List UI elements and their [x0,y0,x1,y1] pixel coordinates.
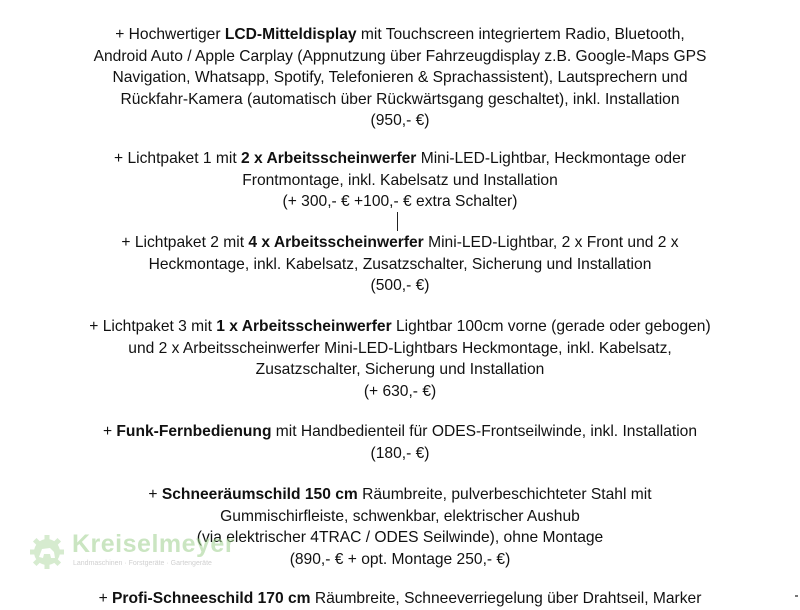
option-line: Gummischirfleiste, schwenkbar, elektrischer Aushub [220,507,580,525]
option-name: Funk-Fernbedienung [116,423,272,440]
option-line [0,316,800,338]
text: + Lichtpaket 1 mit [114,150,242,167]
option-line: (via elektrischer 4TRAC / ODES Seilwinde), ohne Montage [196,529,604,546]
option-line: Navigation, Whatsapp, Spotify, Telefonieren & Sprachassistent), Lautsprechern und [112,69,688,86]
text: mit Touchscreen integriertem Radio, Bluetooth, [356,26,685,43]
option-name: 1 x Arbeitsscheinwerfer [216,318,392,335]
option-name: Profi-Schneeschild 170 cm [112,590,311,607]
text: + [98,590,113,607]
text: Mini-LED-Lightbar, 2 x Front und 2 x [423,234,679,251]
option-price: (+ 300,- € +100,- € extra Schalter) [282,193,518,210]
option-name: Schneeräumschild 150 cm [161,486,358,503]
kreiselmeyer-watermark [30,530,236,572]
option-lcd-display [0,24,800,132]
text: mit Handbedienteil für ODES-Frontseilwinde, inkl. Installation [271,423,698,440]
text: + Hochwertiger [115,26,225,43]
option-lichtpaket-2 [0,232,800,297]
option-line: Android Auto / Apple Carplay (Appnutzung über Fahrzeugdisplay z.B. Google-Maps GPS [93,47,707,65]
option-name: 2 x Arbeitsscheinwerfer [241,150,417,167]
watermark-tagline: Landmaschinen · Forstgeräte · Gartengeräte [73,560,212,567]
option-price: (180,- €) [370,444,430,462]
text: Räumbreite, pulverbeschichteter Stahl mit [357,486,652,503]
option-price: (500,- €) [370,277,430,294]
text: + [148,486,162,503]
option-name: LCD-Mitteldisplay [224,26,357,43]
option-name: 4 x Arbeitsscheinwerfer [248,234,424,251]
option-line: Rückfahr-Kamera (automatisch über Rückwärtsgang geschaltet), inkl. Installation [120,90,680,108]
option-line: Heckmontage, inkl. Kabelsatz, Zusatzschalter, Sicherung und Installation [148,255,652,273]
watermark-brand: Kreiselmeyer [72,530,236,558]
option-price: (950,- €) [370,112,430,129]
gear-logo-icon [30,535,64,569]
option-line [0,421,800,443]
option-lichtpaket-3 [0,316,800,402]
option-lichtpaket-1 [0,148,800,213]
option-funk-fernbedienung [0,421,800,464]
text: + Lichtpaket 2 mit [121,234,249,251]
text-cursor [397,212,398,231]
text: + Lichtpaket 3 mit [89,318,217,335]
text: Räumbreite, Schneeverriegelung über Drahtseil, Marker [310,590,702,607]
option-line [0,232,800,254]
option-price: (+ 630,- €) [363,382,437,400]
option-line [0,148,800,170]
option-price: (890,- € + opt. Montage 250,- €) [289,550,511,568]
option-line: Frontmontage, inkl. Kabelsatz und Installation [242,171,558,189]
corner-mark [795,595,798,597]
option-line [0,588,800,610]
option-line: Zusatzschalter, Sicherung und Installation [255,361,545,378]
option-profi-schneeschild [0,588,800,610]
option-line [0,24,800,46]
option-line [0,484,800,506]
text: Lightbar 100cm vorne (gerade oder gebogen) [391,318,711,335]
text: + [102,423,117,440]
option-line: und 2 x Arbeitsscheinwerfer Mini-LED-Lightbars Heckmontage, inkl. Kabelsatz, [128,339,672,357]
text: Mini-LED-Lightbar, Heckmontage oder [416,150,686,167]
